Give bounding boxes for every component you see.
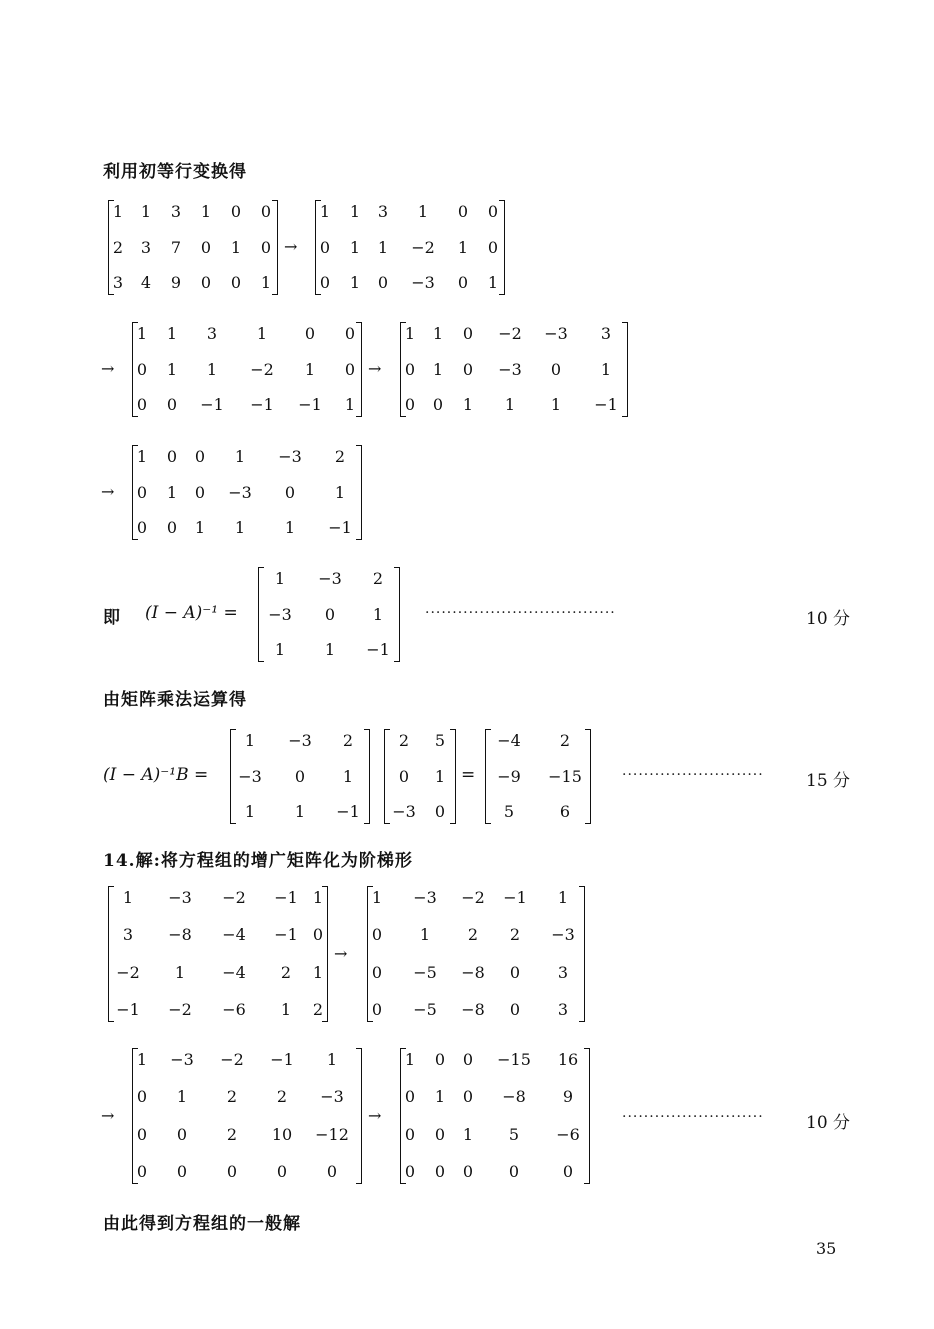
matrix-cell: −1	[366, 640, 390, 659]
matrix-cell: −3	[413, 888, 437, 907]
matrix-cell: 3	[122, 925, 134, 945]
matrix-cell: 0	[166, 447, 178, 466]
matrix-cell: −5	[413, 1000, 437, 1019]
matrix-cell: −3	[318, 569, 342, 588]
matrix-row	[400, 1048, 590, 1072]
matrix-cell: 0	[260, 202, 272, 221]
matrix-cell: −3	[544, 324, 568, 343]
matrix-cell: 1	[280, 1000, 292, 1019]
matrix-cell: 0	[200, 273, 212, 292]
score-2: 15 分	[806, 771, 851, 791]
matrix-cell: 1	[372, 604, 384, 624]
matrix-cell: 1	[194, 518, 206, 537]
matrix-cell: 0	[294, 766, 306, 786]
arrow-7: →	[368, 1106, 382, 1125]
matrix-row	[367, 998, 585, 1022]
matrix-cell: 0	[319, 237, 331, 257]
matrix-cell: 1	[349, 202, 361, 221]
matrix-cell: 1	[136, 324, 148, 343]
matrix-cell: 0	[434, 802, 446, 821]
matrix-row	[315, 236, 505, 260]
score-3: 10 分	[806, 1113, 851, 1133]
matrix-cell: 1	[176, 1087, 188, 1107]
matrix-cell: 1	[206, 359, 218, 379]
matrix-cell: −15	[497, 1050, 531, 1069]
matrix-row	[400, 1160, 590, 1184]
matrix-cell: −3	[168, 888, 192, 907]
matrix-cell: −5	[413, 962, 437, 982]
matrix-cell: 1	[136, 1050, 148, 1069]
matrix-cell: 5	[503, 802, 515, 821]
arrow-6: →	[101, 1106, 115, 1125]
matrix-cell: −1	[274, 925, 298, 945]
matrix-cell: 0	[462, 1162, 474, 1181]
matrix-cell: 0	[166, 395, 178, 414]
matrix-cell: 0	[432, 395, 444, 414]
matrix-row	[108, 998, 328, 1022]
matrix-cell: −3	[411, 273, 435, 292]
matrix-cell: 0	[404, 1162, 416, 1181]
matrix-cell: 0	[200, 237, 212, 257]
problem-14-heading: 14.解:将方程组的增广矩阵化为阶梯形	[103, 851, 413, 871]
matrix-cell: 3	[600, 324, 612, 343]
matrix-row	[367, 923, 585, 947]
matrix-cell: 1	[334, 482, 346, 502]
matrix-cell: 0	[136, 518, 148, 537]
arrow-3: →	[368, 359, 382, 378]
matrix-cell: −2	[250, 359, 274, 379]
matrix-row	[108, 923, 328, 947]
matrix-cell: 0	[344, 324, 356, 343]
matrix-cell: 1	[174, 962, 186, 982]
matrix-row	[485, 729, 591, 753]
matrix-cell: 0	[434, 1050, 446, 1069]
matrix-cell: 1	[230, 237, 242, 257]
score-1: 10 分	[806, 609, 851, 629]
arrow-1: →	[284, 237, 298, 256]
matrix-cell: −12	[315, 1124, 349, 1144]
matrix-product	[485, 729, 591, 824]
matrix-cell: 0	[276, 1162, 288, 1181]
matrix-row	[108, 236, 278, 260]
matrix-cell: 1	[326, 1050, 338, 1069]
matrix-cell: 0	[136, 1087, 148, 1107]
matrix-row	[132, 393, 362, 417]
matrix-row	[108, 886, 328, 910]
matrix-cell: 0	[344, 359, 356, 379]
inverse-label: (I − A)⁻¹ =	[145, 603, 238, 623]
matrix-cell: 0	[462, 324, 474, 343]
matrix-cell: 1	[462, 1124, 474, 1144]
matrix-cell: 1	[550, 395, 562, 414]
matrix-cell: 2	[226, 1087, 238, 1107]
matrix-cell: 0	[462, 1050, 474, 1069]
matrix-cell: 2	[342, 731, 354, 750]
matrix-cell: −2	[498, 324, 522, 343]
matrix-cell: 16	[557, 1050, 579, 1069]
intro-line: 利用初等行变换得	[103, 162, 247, 182]
matrix-cell: 1	[487, 273, 499, 292]
matrix-cell: −3	[498, 359, 522, 379]
matrix-echelon	[400, 1048, 590, 1184]
matrix-cell: 1	[312, 888, 324, 907]
matrix-cell: 1	[432, 359, 444, 379]
matrix-row	[400, 1085, 590, 1109]
matrix-cell: 1	[319, 202, 331, 221]
matrix-cell: 0	[371, 925, 383, 945]
matrix-cell: 2	[334, 447, 346, 466]
matrix-cell: −2	[222, 888, 246, 907]
matrix-row	[108, 271, 278, 295]
matrix-row	[400, 358, 628, 382]
matrix-cell: 3	[112, 273, 124, 292]
matrix-cell: −8	[168, 925, 192, 945]
matrix-cell: 0	[462, 1087, 474, 1107]
matrix-cell: 0	[487, 202, 499, 221]
matrix-cell: 1	[294, 802, 306, 821]
matrix-cell: 0	[398, 766, 410, 786]
matrix-cell: 0	[176, 1162, 188, 1181]
matrix-cell: 1	[404, 324, 416, 343]
matrix-cell: 2	[559, 731, 571, 750]
matrix-cell: 0	[509, 1000, 521, 1019]
matrix-cell: −1	[200, 395, 224, 414]
matrix-cell: 0	[324, 604, 336, 624]
matrix-cell: −2	[168, 1000, 192, 1019]
matrix-cell: 0	[434, 1162, 446, 1181]
matrix-cell: 1	[344, 395, 356, 414]
matrix-cell: −2	[116, 962, 140, 982]
matrix-cell: −1	[298, 395, 322, 414]
matrix-cell: −6	[222, 1000, 246, 1019]
matrix-cell: 1	[557, 888, 569, 907]
matrix-cell: 1	[419, 925, 431, 945]
matrix-cell: −1	[336, 802, 360, 821]
matrix-cell: 3	[206, 324, 218, 343]
matrix-cell: 2	[509, 925, 521, 945]
matrix-cell: −2	[220, 1050, 244, 1069]
matrix-cell: −3	[238, 766, 262, 786]
matrix-cell: −8	[461, 1000, 485, 1019]
matrix-cell: 7	[170, 237, 182, 257]
matrix-cell: 0	[377, 273, 389, 292]
matrix-cell: 3	[557, 962, 569, 982]
matrix-cell: 2	[398, 731, 410, 750]
matrix-row	[132, 1085, 362, 1109]
matrix-row	[132, 481, 362, 505]
matrix-cell: 0	[326, 1162, 338, 1181]
matrix-row	[400, 322, 628, 346]
matrix-cell: 6	[559, 802, 571, 821]
matrix-row	[258, 567, 400, 591]
ji-label: 即	[103, 608, 121, 628]
matrix-cell: −3	[268, 604, 292, 624]
matrix-cell: 0	[226, 1162, 238, 1181]
matrix-cell: 0	[371, 962, 383, 982]
matrix-cell: 0	[136, 1162, 148, 1181]
matrix-cell: 1	[166, 359, 178, 379]
matrix-cell: −3	[288, 731, 312, 750]
matrix-cell: −8	[461, 962, 485, 982]
matrix-cell: 1	[234, 518, 246, 537]
matrix-cell: 2	[312, 1000, 324, 1019]
matrix-row	[315, 271, 505, 295]
matrix-cell: 1	[377, 237, 389, 257]
matrix-row	[230, 729, 370, 753]
product-intro: 由矩阵乘法运算得	[103, 690, 247, 710]
matrix-row	[108, 200, 278, 224]
matrix-cell: 1	[304, 359, 316, 379]
matrix-cell: 1	[504, 395, 516, 414]
matrix-cell: 1	[371, 888, 383, 907]
matrix-cell: 4	[140, 273, 152, 292]
matrix-row	[485, 765, 591, 789]
matrix-cell: 3	[557, 1000, 569, 1019]
page-number: 35	[816, 1239, 837, 1258]
matrix-cell: 1	[600, 359, 612, 379]
matrix-inverse	[258, 567, 400, 662]
matrix-cell: 1	[244, 731, 256, 750]
matrix-cell: −3	[320, 1087, 344, 1107]
matrix-cell: 1	[312, 962, 324, 982]
matrix-row	[108, 961, 328, 985]
matrix-row	[132, 1123, 362, 1147]
matrix-cell: 1	[166, 482, 178, 502]
matrix-cell: 1	[136, 447, 148, 466]
product-label: (I − A)⁻¹B =	[103, 765, 209, 785]
matrix-cell: 0	[550, 359, 562, 379]
matrix-cell: −8	[502, 1087, 526, 1107]
matrix-row	[132, 322, 362, 346]
score-dots-2: ··························	[622, 767, 764, 783]
matrix-cell: 3	[377, 202, 389, 221]
matrix-cell: 0	[562, 1162, 574, 1181]
matrix-1	[108, 200, 278, 295]
matrix-cell: 0	[434, 1124, 446, 1144]
matrix-row	[132, 358, 362, 382]
matrix-row	[230, 765, 370, 789]
matrix-cell: −15	[548, 766, 582, 786]
arrow-2: →	[101, 359, 115, 378]
matrix-row	[132, 445, 362, 469]
matrix-cell: 1	[256, 324, 268, 343]
matrix-cell: 0	[462, 359, 474, 379]
matrix-cell: 0	[284, 482, 296, 502]
matrix-cell: −4	[222, 962, 246, 982]
matrix-cell: 3	[140, 237, 152, 257]
matrix-cell: 0	[404, 359, 416, 379]
matrix-row	[384, 765, 456, 789]
matrix-5	[132, 445, 362, 540]
matrix-row	[132, 1160, 362, 1184]
matrix-cell: 0	[404, 395, 416, 414]
matrix-row	[400, 393, 628, 417]
matrix-cell: 0	[194, 482, 206, 502]
matrix-cell: −1	[270, 1050, 294, 1069]
matrix-cell: 0	[319, 273, 331, 292]
matrix-cell: 0	[230, 273, 242, 292]
matrix-cell: 0	[509, 962, 521, 982]
matrix-row	[258, 603, 400, 627]
matrix-cell: 1	[284, 518, 296, 537]
matrix-cell: −1	[594, 395, 618, 414]
matrix-cell: 1	[342, 766, 354, 786]
matrix-row	[230, 800, 370, 824]
matrix-4	[400, 322, 628, 417]
matrix-cell: 2	[226, 1124, 238, 1144]
matrix-cell: 1	[324, 640, 336, 659]
matrix-cell: −3	[170, 1050, 194, 1069]
matrix-cell: 0	[136, 1124, 148, 1144]
matrix-a-inverse	[230, 729, 370, 824]
matrix-cell: −1	[328, 518, 352, 537]
matrix-row	[258, 638, 400, 662]
matrix-cell: 2	[276, 1087, 288, 1107]
matrix-cell: 1	[349, 273, 361, 292]
matrix-cell: 0	[404, 1124, 416, 1144]
matrix-cell: 1	[166, 324, 178, 343]
matrix-cell: 0	[136, 395, 148, 414]
matrix-cell: 0	[136, 482, 148, 502]
matrix-row	[132, 516, 362, 540]
matrix-cell: 0	[312, 925, 324, 945]
matrix-cell: 1	[200, 202, 212, 221]
matrix-cell: 2	[372, 569, 384, 588]
matrix-step-1	[367, 886, 585, 1022]
matrix-cell: 1	[349, 237, 361, 257]
matrix-cell: −6	[556, 1124, 580, 1144]
matrix-row	[400, 1123, 590, 1147]
matrix-cell: −9	[497, 766, 521, 786]
matrix-cell: 0	[166, 518, 178, 537]
matrix-cell: 0	[508, 1162, 520, 1181]
matrix-row	[485, 800, 591, 824]
matrix-cell: 9	[562, 1087, 574, 1107]
matrix-cell: 1	[112, 202, 124, 221]
arrow-4: →	[101, 482, 115, 501]
matrix-cell: 1	[404, 1050, 416, 1069]
matrix-row	[367, 961, 585, 985]
matrix-cell: 3	[170, 202, 182, 221]
matrix-cell: 2	[467, 925, 479, 945]
matrix-row	[315, 200, 505, 224]
score-dots-3: ··························	[622, 1109, 764, 1125]
matrix-2	[315, 200, 505, 295]
matrix-cell: 0	[260, 237, 272, 257]
matrix-augmented	[108, 886, 328, 1022]
matrix-cell: −1	[250, 395, 274, 414]
matrix-cell: −2	[461, 888, 485, 907]
matrix-row	[132, 1048, 362, 1072]
matrix-cell: 1	[140, 202, 152, 221]
matrix-cell: −2	[411, 237, 435, 257]
matrix-cell: 0	[304, 324, 316, 343]
matrix-cell: 0	[176, 1124, 188, 1144]
matrix-step-2	[132, 1048, 362, 1184]
matrix-cell: 5	[508, 1124, 520, 1144]
matrix-cell: 1	[417, 202, 429, 221]
matrix-cell: 1	[432, 324, 444, 343]
matrix-cell: 9	[170, 273, 182, 292]
matrix-cell: 10	[271, 1124, 293, 1144]
matrix-cell: 0	[457, 202, 469, 221]
matrix-cell: 1	[274, 640, 286, 659]
matrix-row	[384, 800, 456, 824]
matrix-3	[132, 322, 362, 417]
matrix-cell: 0	[371, 1000, 383, 1019]
matrix-cell: 1	[260, 273, 272, 292]
matrix-cell: 1	[274, 569, 286, 588]
matrix-cell: −1	[116, 1000, 140, 1019]
matrix-cell: 0	[457, 273, 469, 292]
matrix-cell: 0	[230, 202, 242, 221]
matrix-cell: −4	[222, 925, 246, 945]
matrix-cell: 1	[122, 888, 134, 907]
matrix-cell: 0	[487, 237, 499, 257]
matrix-row	[384, 729, 456, 753]
matrix-cell: 5	[434, 731, 446, 750]
matrix-cell: 2	[280, 962, 292, 982]
matrix-cell: 0	[194, 447, 206, 466]
equals-sign: =	[461, 765, 476, 785]
matrix-cell: −3	[228, 482, 252, 502]
matrix-cell: 0	[404, 1087, 416, 1107]
matrix-cell: 1	[234, 447, 246, 466]
matrix-cell: 0	[136, 359, 148, 379]
matrix-cell: 1	[434, 766, 446, 786]
matrix-cell: −4	[497, 731, 521, 750]
matrix-b	[384, 729, 456, 824]
matrix-cell: −3	[551, 925, 575, 945]
matrix-cell: 1	[457, 237, 469, 257]
score-dots-1: ···································	[425, 605, 616, 621]
matrix-row	[367, 886, 585, 910]
arrow-5: →	[334, 944, 348, 963]
matrix-cell: −1	[503, 888, 527, 907]
matrix-cell: 1	[462, 395, 474, 414]
matrix-cell: 1	[244, 802, 256, 821]
general-solution-line: 由此得到方程组的一般解	[103, 1214, 301, 1234]
matrix-cell: −1	[274, 888, 298, 907]
matrix-cell: −3	[392, 802, 416, 821]
matrix-cell: 2	[112, 237, 124, 257]
matrix-cell: −3	[278, 447, 302, 466]
matrix-cell: 1	[434, 1087, 446, 1107]
